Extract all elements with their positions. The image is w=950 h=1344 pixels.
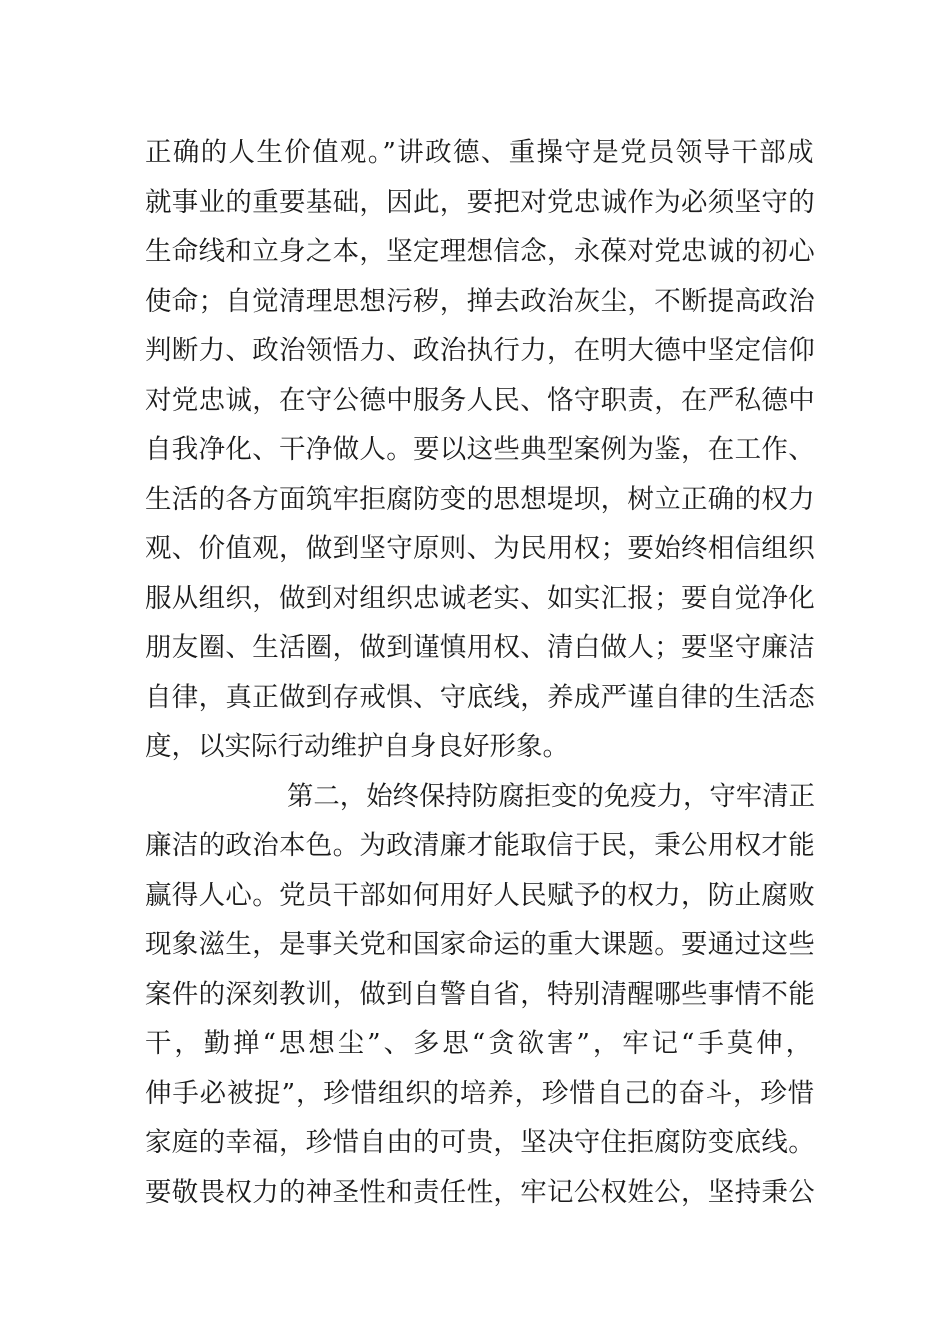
text-line: 生命线和立身之本，坚定理想信念，永葆对党忠诚的初心 [145, 236, 815, 267]
text-line: 伸手必被捉”，珍惜组织的培养，珍惜自己的奋斗，珍惜 [145, 1077, 815, 1109]
text-line: 对党忠诚，在守公德中服务人民、恪守职责，在严私德中 [145, 384, 815, 416]
text-line: 干，勤掸“思想尘”、多思“贪欲害”，牢记“手莫伸， [145, 1028, 815, 1059]
text-line: 正确的人生价值观。”讲政德、重操守是党员领导干部成 [145, 137, 815, 168]
text-line: 就事业的重要基础，因此，要把对党忠诚作为必须坚守的 [145, 186, 815, 218]
text-line: 赢得人心。党员干部如何用好人民赋予的权力，防止腐败 [145, 879, 815, 911]
text-line: 朋友圈、生活圈，做到谨慎用权、清白做人；要坚守廉洁 [145, 632, 815, 663]
text-line: 度，以实际行动维护自身良好形象。 [145, 731, 569, 762]
text-line: 现象滋生，是事关党和国家命运的重大课题。要通过这些 [145, 929, 815, 960]
document-body [145, 128, 815, 1217]
text-line: 自律，真正做到存戒惧、守底线，养成严谨自律的生活态 [145, 681, 815, 713]
text-line: 判断力、政治领悟力、政治执行力，在明大德中坚定信仰 [145, 335, 815, 366]
text-line: 廉洁的政治本色。为政清廉才能取信于民，秉公用权才能 [145, 830, 815, 861]
text-line: 要敬畏权力的神圣性和责任性，牢记公权姓公，坚持秉公 [145, 1176, 815, 1208]
text-line: 第二，始终保持防腐拒变的免疫力，守牢清正 [287, 780, 815, 812]
text-line: 自我净化、干净做人。要以这些典型案例为鉴，在工作、 [145, 434, 815, 465]
text-line: 案件的深刻教训，做到自警自省，特别清醒哪些事情不能 [145, 978, 815, 1010]
text-line: 服从组织，做到对组织忠诚老实、如实汇报；要自觉净化 [145, 582, 815, 614]
text-line: 使命；自觉清理思想污秽，掸去政治灰尘，不断提高政治 [145, 285, 815, 317]
text-line: 观、价值观，做到坚守原则、为民用权；要始终相信组织 [145, 533, 815, 564]
text-line: 家庭的幸福，珍惜自由的可贵，坚决守住拒腐防变底线。 [145, 1127, 815, 1158]
text-line: 生活的各方面筑牢拒腐防变的思想堤坝，树立正确的权力 [145, 483, 815, 515]
